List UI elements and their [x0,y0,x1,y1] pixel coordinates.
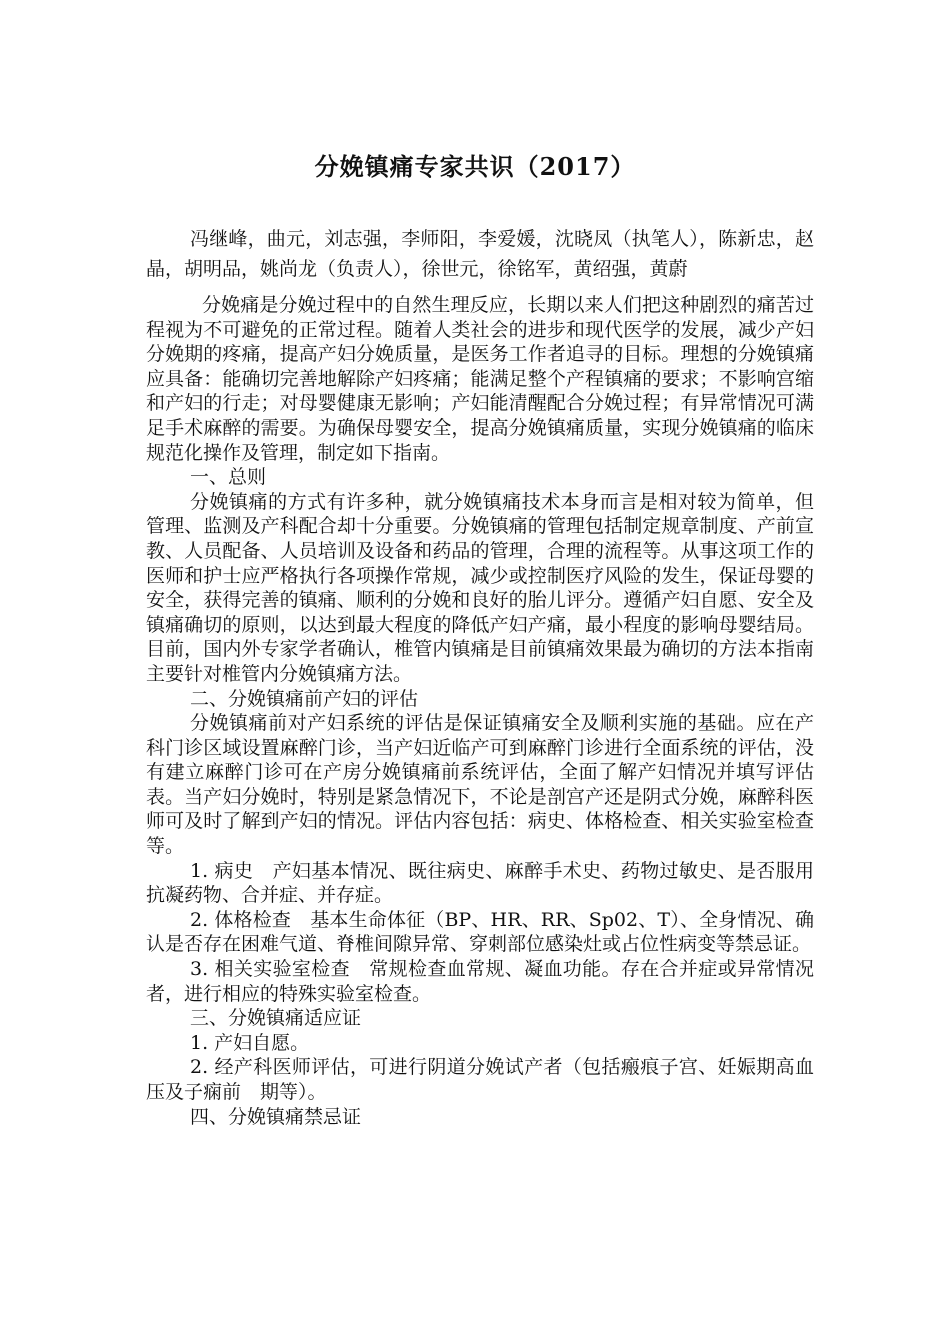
section-heading-indications: 三、分娩镇痛适应证 [190,1007,362,1030]
assessment-item-lab-tests: 3. 相关实验室检查 常规检查血常规、凝血功能。存在合并症或异常情况者，进行相应的特殊实验室检查。 [146,958,814,1005]
general-principles-paragraph: 分娩镇痛的方式有许多种，就分娩镇痛技术本身而言是相对较为简单，但管理、监测及产科配合却十分重要。分娩镇痛的管理包括制定规章制度、产前宣教、人员配备、人员培训及设备和药品的管理，合理的流程等。从事这项工作的医师和护士应严格执行各项操作常规，减少或控制医疗风险的发生，保证母婴的安全，获得完善的镇痛、顺利的分娩和良好的胎儿评分。遵循产妇自愿、安全及镇痛确切的原则，以达到最大程度的降低产妇产痛，最小程度的影响母婴结局。目前，国内外专家学者确认，椎管内镇痛是目前镇痛效果最为确切的方法本指南主要针对椎管内分娩镇痛方法。 [146,490,814,685]
assessment-paragraph: 分娩镇痛前对产妇系统的评估是保证镇痛安全及顺利实施的基础。应在产科门诊区域设置麻醉门诊，当产妇近临产可到麻醉门诊进行全面系统的评估，没有建立麻醉门诊可在产房分娩镇痛前系统评估，全面了解产妇情况并填写评估表。当产妇分娩时，特别是紧急情况下，不论是剖宫产还是阴式分娩，麻醉科医师可及时了解到产妇的情况。评估内容包括：病史、体格检查、相关实验室检查等。 [146,712,814,858]
section-heading-assessment: 二、分娩镇痛前产妇的评估 [190,687,419,710]
section-heading-contraindications: 四、分娩镇痛禁忌证 [190,1105,362,1128]
intro-paragraph: 分娩痛是分娩过程中的自然生理反应，长期以来人们把这种剧烈的痛苦过程视为不可避免的正常过程。随着人类社会的进步和现代医学的发展，减少产妇分娩期的疼痛，提高产妇分娩质量，是医务工作者追寻的目标。理想的分娩镇痛应具备：能确切完善地解除产妇疼痛；能满足整个产程镇痛的要求；不影响宫缩和产妇的行走；对母婴健康无影响；产妇能清醒配合分娩过程；有异常情况可满足手术麻醉的需要。为确保母婴安全，提高分娩镇痛质量，实现分娩镇痛的临床规范化操作及管理，制定如下指南。 [146,294,814,464]
indication-item-obstetric-assessment: 2. 经产科医师评估，可进行阴道分娩试产者（包括瘢痕子宫、妊娠期高血压及子痫前 期等）。 [146,1056,814,1103]
assessment-item-physical-exam: 2. 体格检查 基本生命体征（BP、HR、RR、Sp02、T）、全身情况、确认是否存在困难气道、脊椎间隙异常、穿刺部位感染灶或占位性病变等禁忌证。 [146,908,814,956]
indication-item-voluntary: 1. 产妇自愿。 [190,1031,310,1054]
section-heading-general: 一、总则 [190,466,267,489]
author-list: 冯继峰，曲元，刘志强，李师阳，李爱媛，沈晓凤（执笔人），陈新忠，赵晶，胡明品，姚尚龙（负责人），徐世元，徐铭军，黄绍强，黄蔚 [146,228,814,280]
assessment-item-history: 1. 病史 产妇基本情况、既往病史、麻醉手术史、药物过敏史、是否服用抗凝药物、合并症、并存症。 [146,859,814,907]
document-title: 分娩镇痛专家共识（2017） [314,152,636,182]
document-body [146,293,814,1129]
